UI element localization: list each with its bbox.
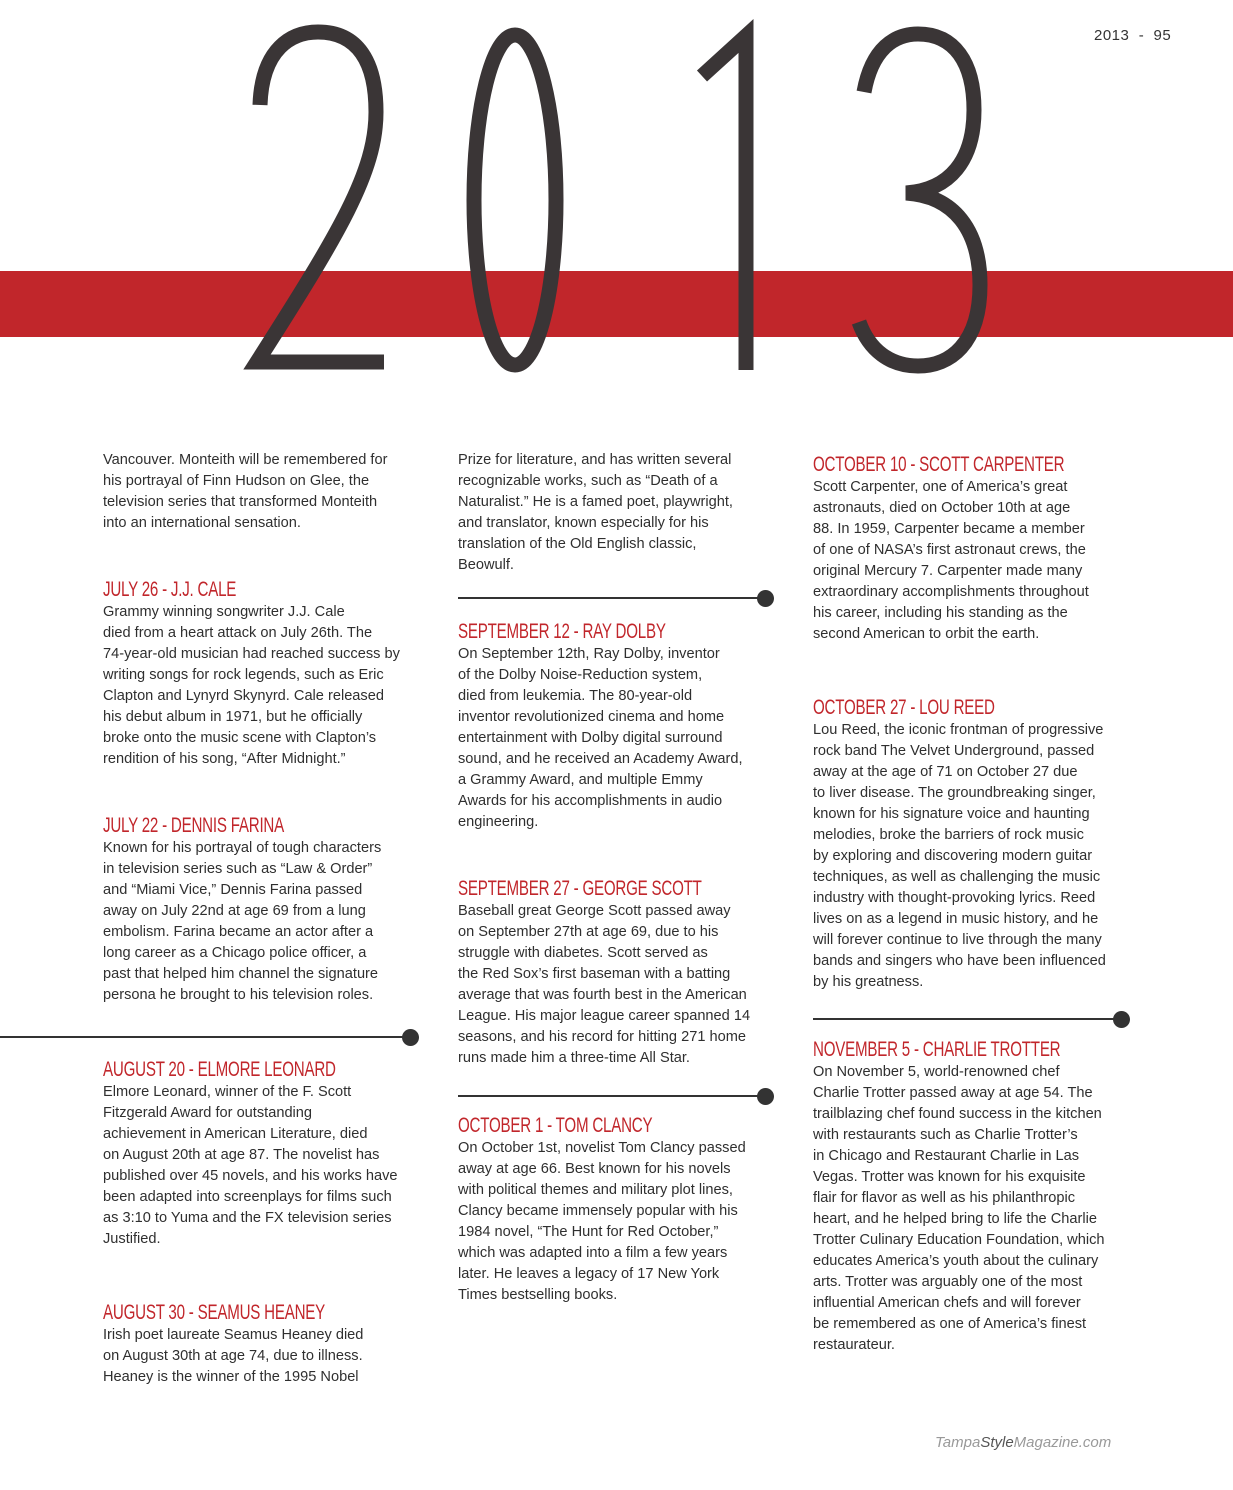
article-text-line: a Grammy Award, and multiple Emmy bbox=[458, 772, 703, 788]
article-text-line: Naturalist.” He is a famed poet, playwright, bbox=[458, 494, 733, 510]
divider-col3 bbox=[813, 1018, 1122, 1020]
article-text-line: translation of the Old English classic, bbox=[458, 536, 697, 552]
article-text-line: will forever continue to live through the many bbox=[813, 932, 1102, 948]
article-text-line: Fitzgerald Award for outstanding bbox=[103, 1105, 313, 1121]
digit-2 bbox=[257, 32, 384, 362]
digit-0 bbox=[474, 35, 556, 365]
article-text-line: on September 27th at age 69, due to his bbox=[458, 924, 719, 940]
article-text-line: embolism. Farina became an actor after a bbox=[103, 924, 374, 940]
article-text-line: 74-year-old musician had reached success by bbox=[103, 646, 400, 662]
article-text-line: with political themes and military plot lines, bbox=[458, 1182, 733, 1198]
article-text-line: as 3:10 to Yuma and the FX television series bbox=[103, 1210, 392, 1226]
article-text-line: died from leukemia. The 80-year-old bbox=[458, 688, 693, 704]
article-text-line: Prize for literature, and has written several bbox=[458, 452, 732, 468]
article-text-line: away at age 66. Best known for his novels bbox=[458, 1161, 731, 1177]
article-text-line: League. His major league career spanned 14 bbox=[458, 1008, 751, 1024]
article-text-line: his career, including his standing as the bbox=[813, 605, 1068, 621]
article-text-line: by exploring and discovering modern guitar bbox=[813, 848, 1093, 864]
divider-col2-a bbox=[458, 597, 766, 599]
article-text-line: been adapted into screenplays for films such bbox=[103, 1189, 392, 1205]
footer-part: Magazine.com bbox=[1013, 1434, 1112, 1451]
article-block bbox=[813, 453, 1143, 645]
article-block bbox=[103, 1058, 433, 1250]
article-text-line: television series that transformed Monteith bbox=[103, 494, 378, 510]
article-text-line: astronauts, died on October 10th at age bbox=[813, 500, 1071, 516]
article-text-line: Heaney is the winner of the 1995 Nobel bbox=[103, 1369, 359, 1385]
article-text-line: by his greatness. bbox=[813, 974, 924, 990]
article-heading: SEPTEMBER 27 - GEORGE SCOTT bbox=[458, 877, 702, 900]
article-heading: JULY 22 - DENNIS FARINA bbox=[103, 814, 285, 837]
article-text-line: Baseball great George Scott passed away bbox=[458, 903, 731, 919]
article-heading: OCTOBER 1 - TOM CLANCY bbox=[458, 1114, 653, 1137]
article-text-line: his debut album in 1971, but he officially bbox=[103, 709, 363, 725]
article-text-line: his portrayal of Finn Hudson on Glee, the bbox=[103, 473, 370, 489]
article-text-line: Justified. bbox=[103, 1231, 161, 1247]
divider-dot bbox=[1113, 1011, 1130, 1028]
article-text-line: rendition of his song, “After Midnight.” bbox=[103, 751, 346, 767]
article-text-line: techniques, as well as challenging the music bbox=[813, 869, 1101, 885]
article-text-line: sound, and he received an Academy Award, bbox=[458, 751, 743, 767]
article-text-line: restaurateur. bbox=[813, 1337, 895, 1353]
article-text-line: lives on as a legend in music history, and he bbox=[813, 911, 1099, 927]
article-heading: NOVEMBER 5 - CHARLIE TROTTER bbox=[813, 1038, 1061, 1061]
article-text-line: published over 45 novels, and his works have bbox=[103, 1168, 398, 1184]
article-text-line: which was adapted into a film a few years bbox=[458, 1245, 728, 1261]
article-text-line: and translator, known especially for his bbox=[458, 515, 709, 531]
divider-col2-b bbox=[458, 1095, 766, 1097]
article-text-line: long career as a Chicago police officer, a bbox=[103, 945, 367, 961]
article-text-line: melodies, broke the barriers of rock music bbox=[813, 827, 1084, 843]
article-text-line: and “Miami Vice,” Dennis Farina passed bbox=[103, 882, 363, 898]
article-text-line: Lou Reed, the iconic frontman of progressive bbox=[813, 722, 1104, 738]
page-number: 2013 - 95 bbox=[1094, 27, 1172, 44]
article-text-line: engineering. bbox=[458, 814, 539, 830]
divider-dot bbox=[402, 1029, 419, 1046]
article-text-line: original Mercury 7. Carpenter made many bbox=[813, 563, 1083, 579]
article-block bbox=[813, 696, 1143, 993]
article-text-line: Known for his portrayal of tough characters bbox=[103, 840, 382, 856]
article-text-line: extraordinary accomplishments throughout bbox=[813, 584, 1089, 600]
article-text-line: heart, and he helped bring to life the Charlie bbox=[813, 1211, 1097, 1227]
article-heading: JULY 26 - J.J. CALE bbox=[103, 578, 237, 601]
article-text-line: Elmore Leonard, winner of the F. Scott bbox=[103, 1084, 352, 1100]
article-heading: OCTOBER 27 - LOU REED bbox=[813, 696, 995, 719]
article-text-line: Grammy winning songwriter J.J. Cale bbox=[103, 604, 345, 620]
article-text-line: influential American chefs and will forever bbox=[813, 1295, 1081, 1311]
article-text-line: Trotter Culinary Education Foundation, which bbox=[813, 1232, 1105, 1248]
article-block bbox=[458, 1114, 788, 1306]
article-text-line: struggle with diabetes. Scott served as bbox=[458, 945, 708, 961]
article-text-line: 1984 novel, “The Hunt for Red October,” bbox=[458, 1224, 719, 1240]
article-text-line: educates America’s youth about the culinary bbox=[813, 1253, 1099, 1269]
article-text-line: to liver disease. The groundbreaking singer, bbox=[813, 785, 1096, 801]
article-block bbox=[103, 1301, 433, 1388]
article-text-line: Clancy became immensely popular with his bbox=[458, 1203, 738, 1219]
divider-dot bbox=[757, 1088, 774, 1105]
article-text-line: into an international sensation. bbox=[103, 515, 301, 531]
article-text-line: Scott Carpenter, one of America’s great bbox=[813, 479, 1068, 495]
article-text-line: achievement in American Literature, died bbox=[103, 1126, 368, 1142]
article-text-line: on August 30th at age 74, due to illness. bbox=[103, 1348, 363, 1364]
article-text-line: away at the age of 71 on October 27 due bbox=[813, 764, 1078, 780]
article-text-line: with restaurants such as Charlie Trotter’s bbox=[813, 1127, 1078, 1143]
article-text-line: On November 5, world-renowned chef bbox=[813, 1064, 1060, 1080]
article-heading: SEPTEMBER 12 - RAY DOLBY bbox=[458, 620, 666, 643]
article-text-line: in Chicago and Restaurant Charlie in Las bbox=[813, 1148, 1080, 1164]
article-text-line: bands and singers who have been influenced bbox=[813, 953, 1106, 969]
article-text-line: Clapton and Lynyrd Skynyrd. Cale released bbox=[103, 688, 384, 704]
footer-part: Tampa bbox=[935, 1434, 981, 1451]
article-text-line: seasons, and his record for hitting 271 home bbox=[458, 1029, 746, 1045]
article-text-line: On September 12th, Ray Dolby, inventor bbox=[458, 646, 720, 662]
article-text-line: died from a heart attack on July 26th. The bbox=[103, 625, 373, 641]
article-text-line: known for his signature voice and haunting bbox=[813, 806, 1090, 822]
article-text-line: recognizable works, such as “Death of a bbox=[458, 473, 718, 489]
article-text-line: in television series such as “Law & Order” bbox=[103, 861, 373, 877]
article-text-line: rock band The Velvet Underground, passed bbox=[813, 743, 1095, 759]
article-text-line: on August 20th at age 87. The novelist has bbox=[103, 1147, 380, 1163]
article-text-line: arts. Trotter was arguably one of the most bbox=[813, 1274, 1083, 1290]
article-text-line: of one of NASA’s first astronaut crews, the bbox=[813, 542, 1086, 558]
article-heading: AUGUST 30 - SEAMUS HEANEY bbox=[103, 1301, 326, 1324]
article-text-line: Charlie Trotter passed away at age 54. The bbox=[813, 1085, 1093, 1101]
article-text-line: persona he brought to his television roles. bbox=[103, 987, 374, 1003]
article-block bbox=[458, 450, 788, 576]
article-text-line: average that was fourth best in the American bbox=[458, 987, 747, 1003]
article-text-line: past that helped him channel the signature bbox=[103, 966, 379, 982]
article-text-line: industry with thought-provoking lyrics. Reed bbox=[813, 890, 1096, 906]
article-text-line: On October 1st, novelist Tom Clancy passed bbox=[458, 1140, 746, 1156]
article-text-line: later. He leaves a legacy of 17 New York bbox=[458, 1266, 720, 1282]
article-heading: AUGUST 20 - ELMORE LEONARD bbox=[103, 1058, 336, 1081]
article-text-line: flair for flavor as well as his philanthropic bbox=[813, 1190, 1075, 1206]
article-text-line: Beowulf. bbox=[458, 557, 514, 573]
article-text-line: Awards for his accomplishments in audio bbox=[458, 793, 723, 809]
footer-part: Style bbox=[980, 1434, 1014, 1451]
article-heading: OCTOBER 10 - SCOTT CARPENTER bbox=[813, 453, 1065, 476]
article-text-line: writing songs for rock legends, such as Eric bbox=[103, 667, 384, 683]
article-text-line: Vegas. Trotter was known for his exquisite bbox=[813, 1169, 1086, 1185]
year-2013-graphic bbox=[0, 0, 1233, 400]
article-block bbox=[103, 814, 433, 1006]
article-text-line: broke onto the music scene with Clapton’s bbox=[103, 730, 377, 746]
article-block bbox=[103, 450, 433, 534]
digit-1 bbox=[702, 36, 746, 370]
article-text-line: runs made him a three-time All Star. bbox=[458, 1050, 690, 1066]
article-block bbox=[458, 620, 788, 833]
divider-col1 bbox=[0, 1036, 411, 1038]
article-text-line: Irish poet laureate Seamus Heaney died bbox=[103, 1327, 364, 1343]
article-text-line: trailblazing chef found success in the kitchen bbox=[813, 1106, 1102, 1122]
article-text-line: inventor revolutionized cinema and home bbox=[458, 709, 725, 725]
article-text-line: be remembered as one of America’s finest bbox=[813, 1316, 1087, 1332]
article-text-line: the Red Sox’s first baseman with a batting bbox=[458, 966, 731, 982]
article-text-line: second American to orbit the earth. bbox=[813, 626, 1040, 642]
digit-3 bbox=[859, 34, 980, 366]
divider-dot bbox=[757, 590, 774, 607]
article-text-line: 88. In 1959, Carpenter became a member bbox=[813, 521, 1085, 537]
footer-website bbox=[935, 1434, 1111, 1451]
article-text-line: entertainment with Dolby digital surround bbox=[458, 730, 723, 746]
article-text-line: Times bestselling books. bbox=[458, 1287, 618, 1303]
article-text-line: away on July 22nd at age 69 from a lung bbox=[103, 903, 366, 919]
article-block bbox=[103, 578, 433, 770]
article-text-line: of the Dolby Noise-Reduction system, bbox=[458, 667, 703, 683]
article-block bbox=[458, 877, 788, 1069]
article-text-line: Vancouver. Monteith will be remembered for bbox=[103, 452, 388, 468]
article-block bbox=[813, 1038, 1143, 1356]
